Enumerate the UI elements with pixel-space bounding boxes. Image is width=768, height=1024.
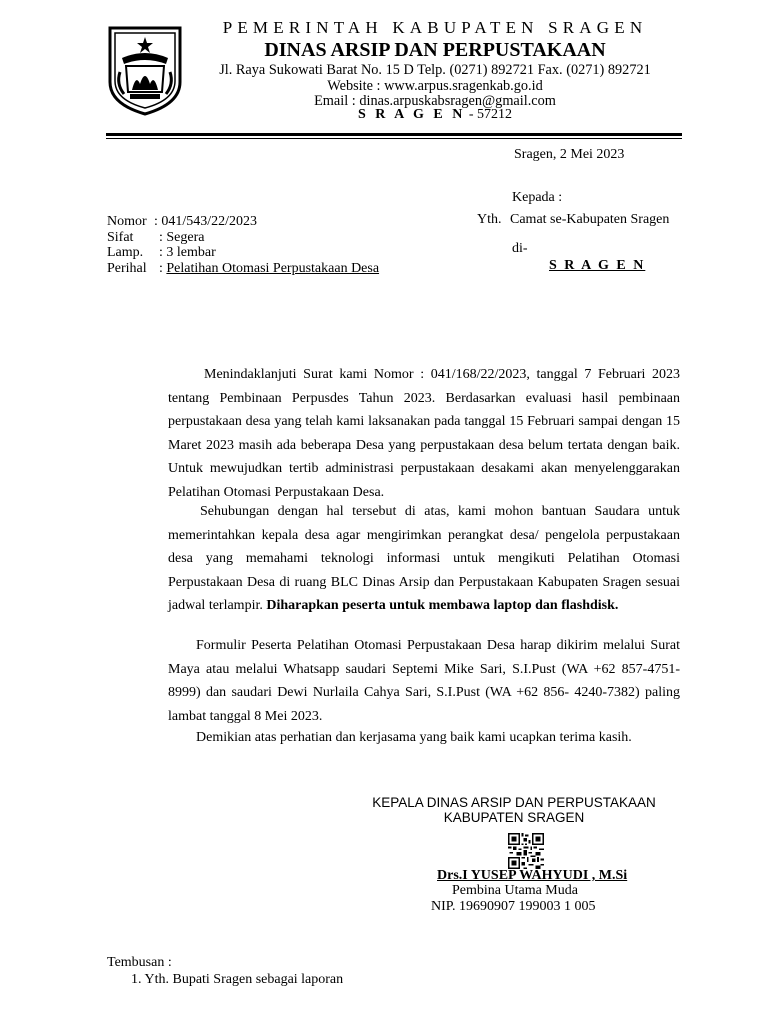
letterhead-address: Jl. Raya Sukowati Barat No. 15 D Telp. (0271) 892721 Fax. (0271) 892721: [219, 62, 651, 78]
letterhead-postal-code: - 57212: [465, 107, 512, 122]
letterhead-rule-thick: [106, 133, 682, 136]
letterhead-city-postal: [195, 107, 675, 123]
perihal-value-row: [159, 261, 379, 277]
tembusan-label: Tembusan :: [107, 955, 172, 970]
signature-title-2: KABUPATEN SRAGEN: [443, 810, 585, 825]
body-paragraph-3-text: Formulir Peserta Pelatihan Otomasi Perpustakaan Desa harap dikirim melalui Surat Maya atau melalui Whatsapp saudari Septemi Mike Sari, S.I.Pust (WA +62 857-4751-8999) dan saudari Dewi Nurlaila Cahya Sari, S.I.Pust (WA +62 856- 4240-7382) paling lambat tanggal 8 Mei 2023.: [168, 638, 680, 724]
addressee-kepada: Kepada :: [512, 190, 563, 205]
letterhead-website: Website : www.arpus.sragenkab.go.id: [327, 78, 543, 94]
lampiran-label: Lamp.: [107, 245, 144, 260]
body-paragraph-2-emphasis: Diharapkan peserta untuk membawa laptop dan flashdisk.: [266, 598, 619, 613]
body-paragraph-3: [168, 634, 680, 728]
signatory-rank: Pembina Utama Muda: [452, 883, 578, 898]
letterhead-email: Email : dinas.arpuskabsragen@gmail.com: [314, 93, 556, 109]
body-paragraph-1-text: Menindaklanjuti Surat kami Nomor : 041/168/22/2023, tanggal 7 Februari 2023 tentang Pembinaan Perpusdes Tahun 2023. Berdasarkan evaluasi hasil pembinaan perpustakaan desa yang telah kami laksanakan pada tanggal 15 Februari sampai dengan 15 Maret 2023 masih ada beberapa Desa yang perpustakaan desa belum tertata dengan baik. Untuk mewujudkan tertib administrasi perpustakaan desakami akan menyelenggarakan Pelatihan Otomasi Perpustakaan Desa.: [168, 367, 680, 500]
nomor-value: : 041/543/22/2023: [154, 214, 258, 229]
sragen-regency-emblem-icon: [106, 22, 184, 118]
letterhead-city: S R A G E N: [358, 107, 466, 122]
letterhead-agency: DINAS ARSIP DAN PERPUSTAKAAN: [264, 39, 606, 61]
lampiran-value: : 3 lembar: [159, 245, 216, 260]
qr-code-icon: [508, 833, 544, 869]
body-paragraph-4-text: Demikian atas perhatian dan kerjasama yang baik kami ucapkan terima kasih.: [196, 730, 632, 745]
nomor-label: Nomor: [107, 214, 147, 229]
body-paragraph-1: [168, 363, 680, 504]
addressee-name: Camat se-Kabupaten Sragen: [510, 212, 670, 227]
sifat-value: : Segera: [159, 230, 205, 245]
perihal-colon: :: [159, 261, 167, 276]
body-paragraph-2: [168, 500, 680, 618]
tembusan-item: 1. Yth. Bupati Sragen sebagai laporan: [131, 972, 344, 987]
signatory-nip: NIP. 19690907 199003 1 005: [431, 899, 596, 914]
perihal-label: Perihal: [107, 261, 147, 276]
letter-date: Sragen, 2 Mei 2023: [514, 147, 625, 162]
body-paragraph-4: [168, 726, 680, 750]
sifat-label: Sifat: [107, 230, 134, 245]
signatory-name: Drs.I YUSEP WAHYUDI , M.Si: [437, 868, 628, 883]
addressee-city: S R A G E N: [549, 258, 646, 273]
addressee-di: di-: [512, 241, 528, 256]
signature-title-1: KEPALA DINAS ARSIP DAN PERPUSTAKAAN: [372, 795, 656, 810]
letterhead-rule-thin: [106, 138, 682, 139]
perihal-value: Pelatihan Otomasi Perpustakaan Desa: [166, 261, 380, 276]
letterhead-government: PEMERINTAH KABUPATEN SRAGEN: [222, 18, 648, 37]
body-paragraph-2-text: Sehubungan dengan hal tersebut di atas, kami mohon bantuan Saudara untuk memerintahkan kepala desa agar mengirimkan perangkat desa/ pengelola perpustakaan desa yang memahami teknologi informasi untuk mengikuti Pelatihan Otomasi Perpustakaan Desa di ruang BLC Dinas Arsip dan Perpustakaan Kabupaten Sragen sesuai jadwal terlampir.: [168, 504, 680, 613]
addressee-yth: Yth.: [477, 212, 502, 227]
